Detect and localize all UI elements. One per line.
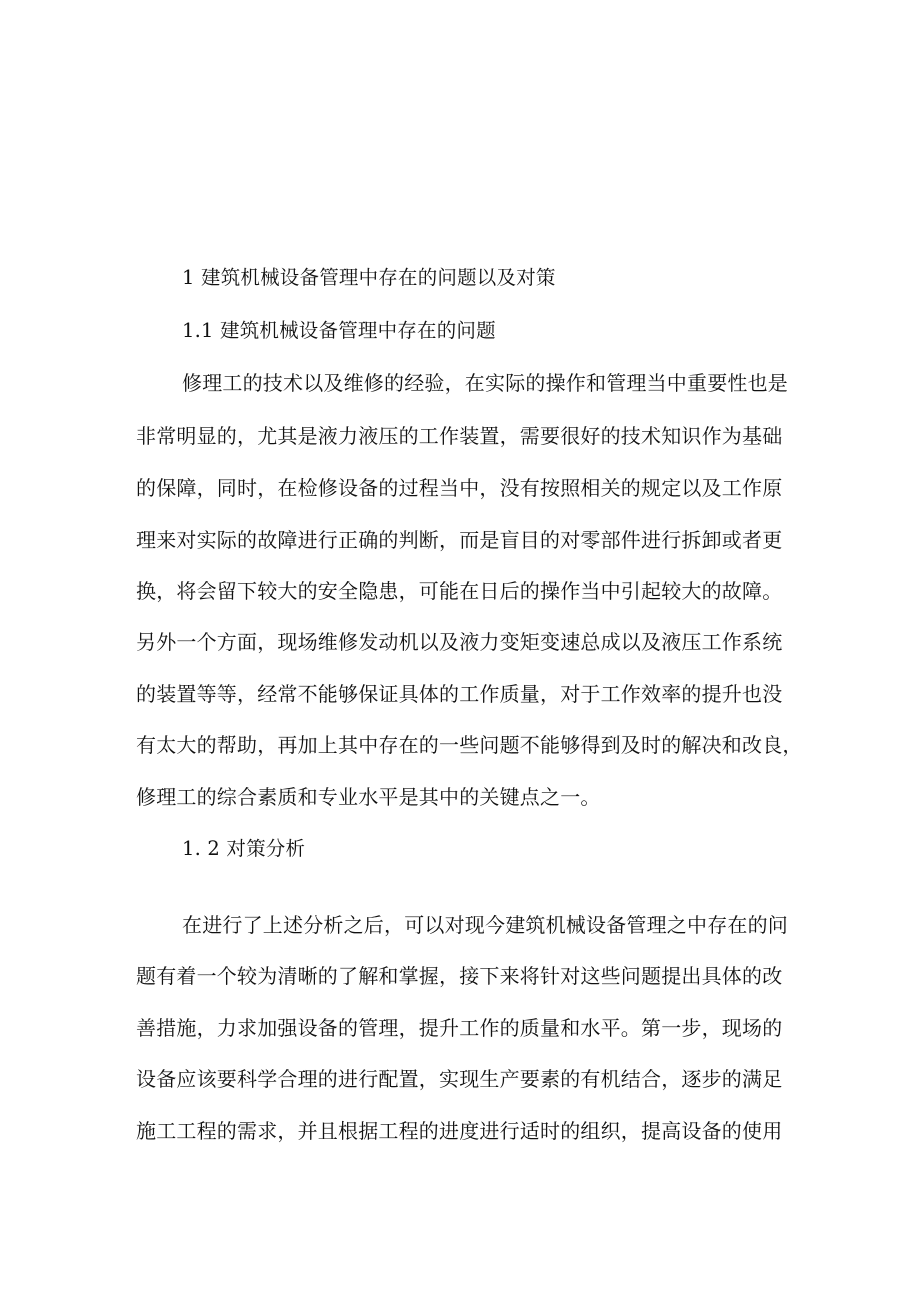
paragraph-line: 在进行了上述分析之后，可以对现今建筑机械设备管理之中存在的问 [182, 913, 788, 937]
paragraph-line: 非常明显的，尤其是液力液压的工作装置，需要很好的技术知识作为基础 [136, 424, 783, 448]
paragraph-line: 的装置等等，经常不能够保证具体的工作质量，对于工作效率的提升也没 [136, 682, 783, 706]
paragraph-line: 善措施，力求加强设备的管理，提升工作的质量和水平。第一步，现场的 [136, 1016, 783, 1040]
section-heading-1: 1 建筑机械设备管理中存在的问题以及对策 [182, 266, 556, 289]
paragraph-line: 另外一个方面，现场维修发动机以及液力变矩变速总成以及液压工作系统 [136, 630, 783, 654]
paragraph-line: 理来对实际的故障进行正确的判断，而是盲目的对零部件进行拆卸或者更 [136, 528, 783, 552]
paragraph-line: 的保障，同时，在检修设备的过程当中，没有按照相关的规定以及工作原 [136, 476, 783, 500]
subsection-heading-1-1: 1.1 建筑机械设备管理中存在的问题 [182, 319, 496, 342]
paragraph-line: 修理工的综合素质和专业水平是其中的关键点之一。 [136, 785, 601, 809]
subsection-heading-1-2: 1. 2 对策分析 [182, 837, 306, 860]
paragraph-line: 有太大的帮助，再加上其中存在的一些问题不能够得到及时的解决和改良， [136, 733, 803, 757]
paragraph-line: 施工工程的需求，并且根据工程的进度进行适时的组织，提高设备的使用 [136, 1119, 783, 1143]
paragraph-line: 换，将会留下较大的安全隐患，可能在日后的操作当中引起较大的故障。 [136, 579, 783, 603]
paragraph-line: 题有着一个较为清晰的了解和掌握，接下来将针对这些问题提出具体的改 [136, 964, 783, 988]
paragraph-line: 设备应该要科学合理的进行配置，实现生产要素的有机结合，逐步的满足 [136, 1067, 783, 1091]
paragraph-line: 修理工的技术以及维修的经验，在实际的操作和管理当中重要性也是 [182, 371, 788, 395]
